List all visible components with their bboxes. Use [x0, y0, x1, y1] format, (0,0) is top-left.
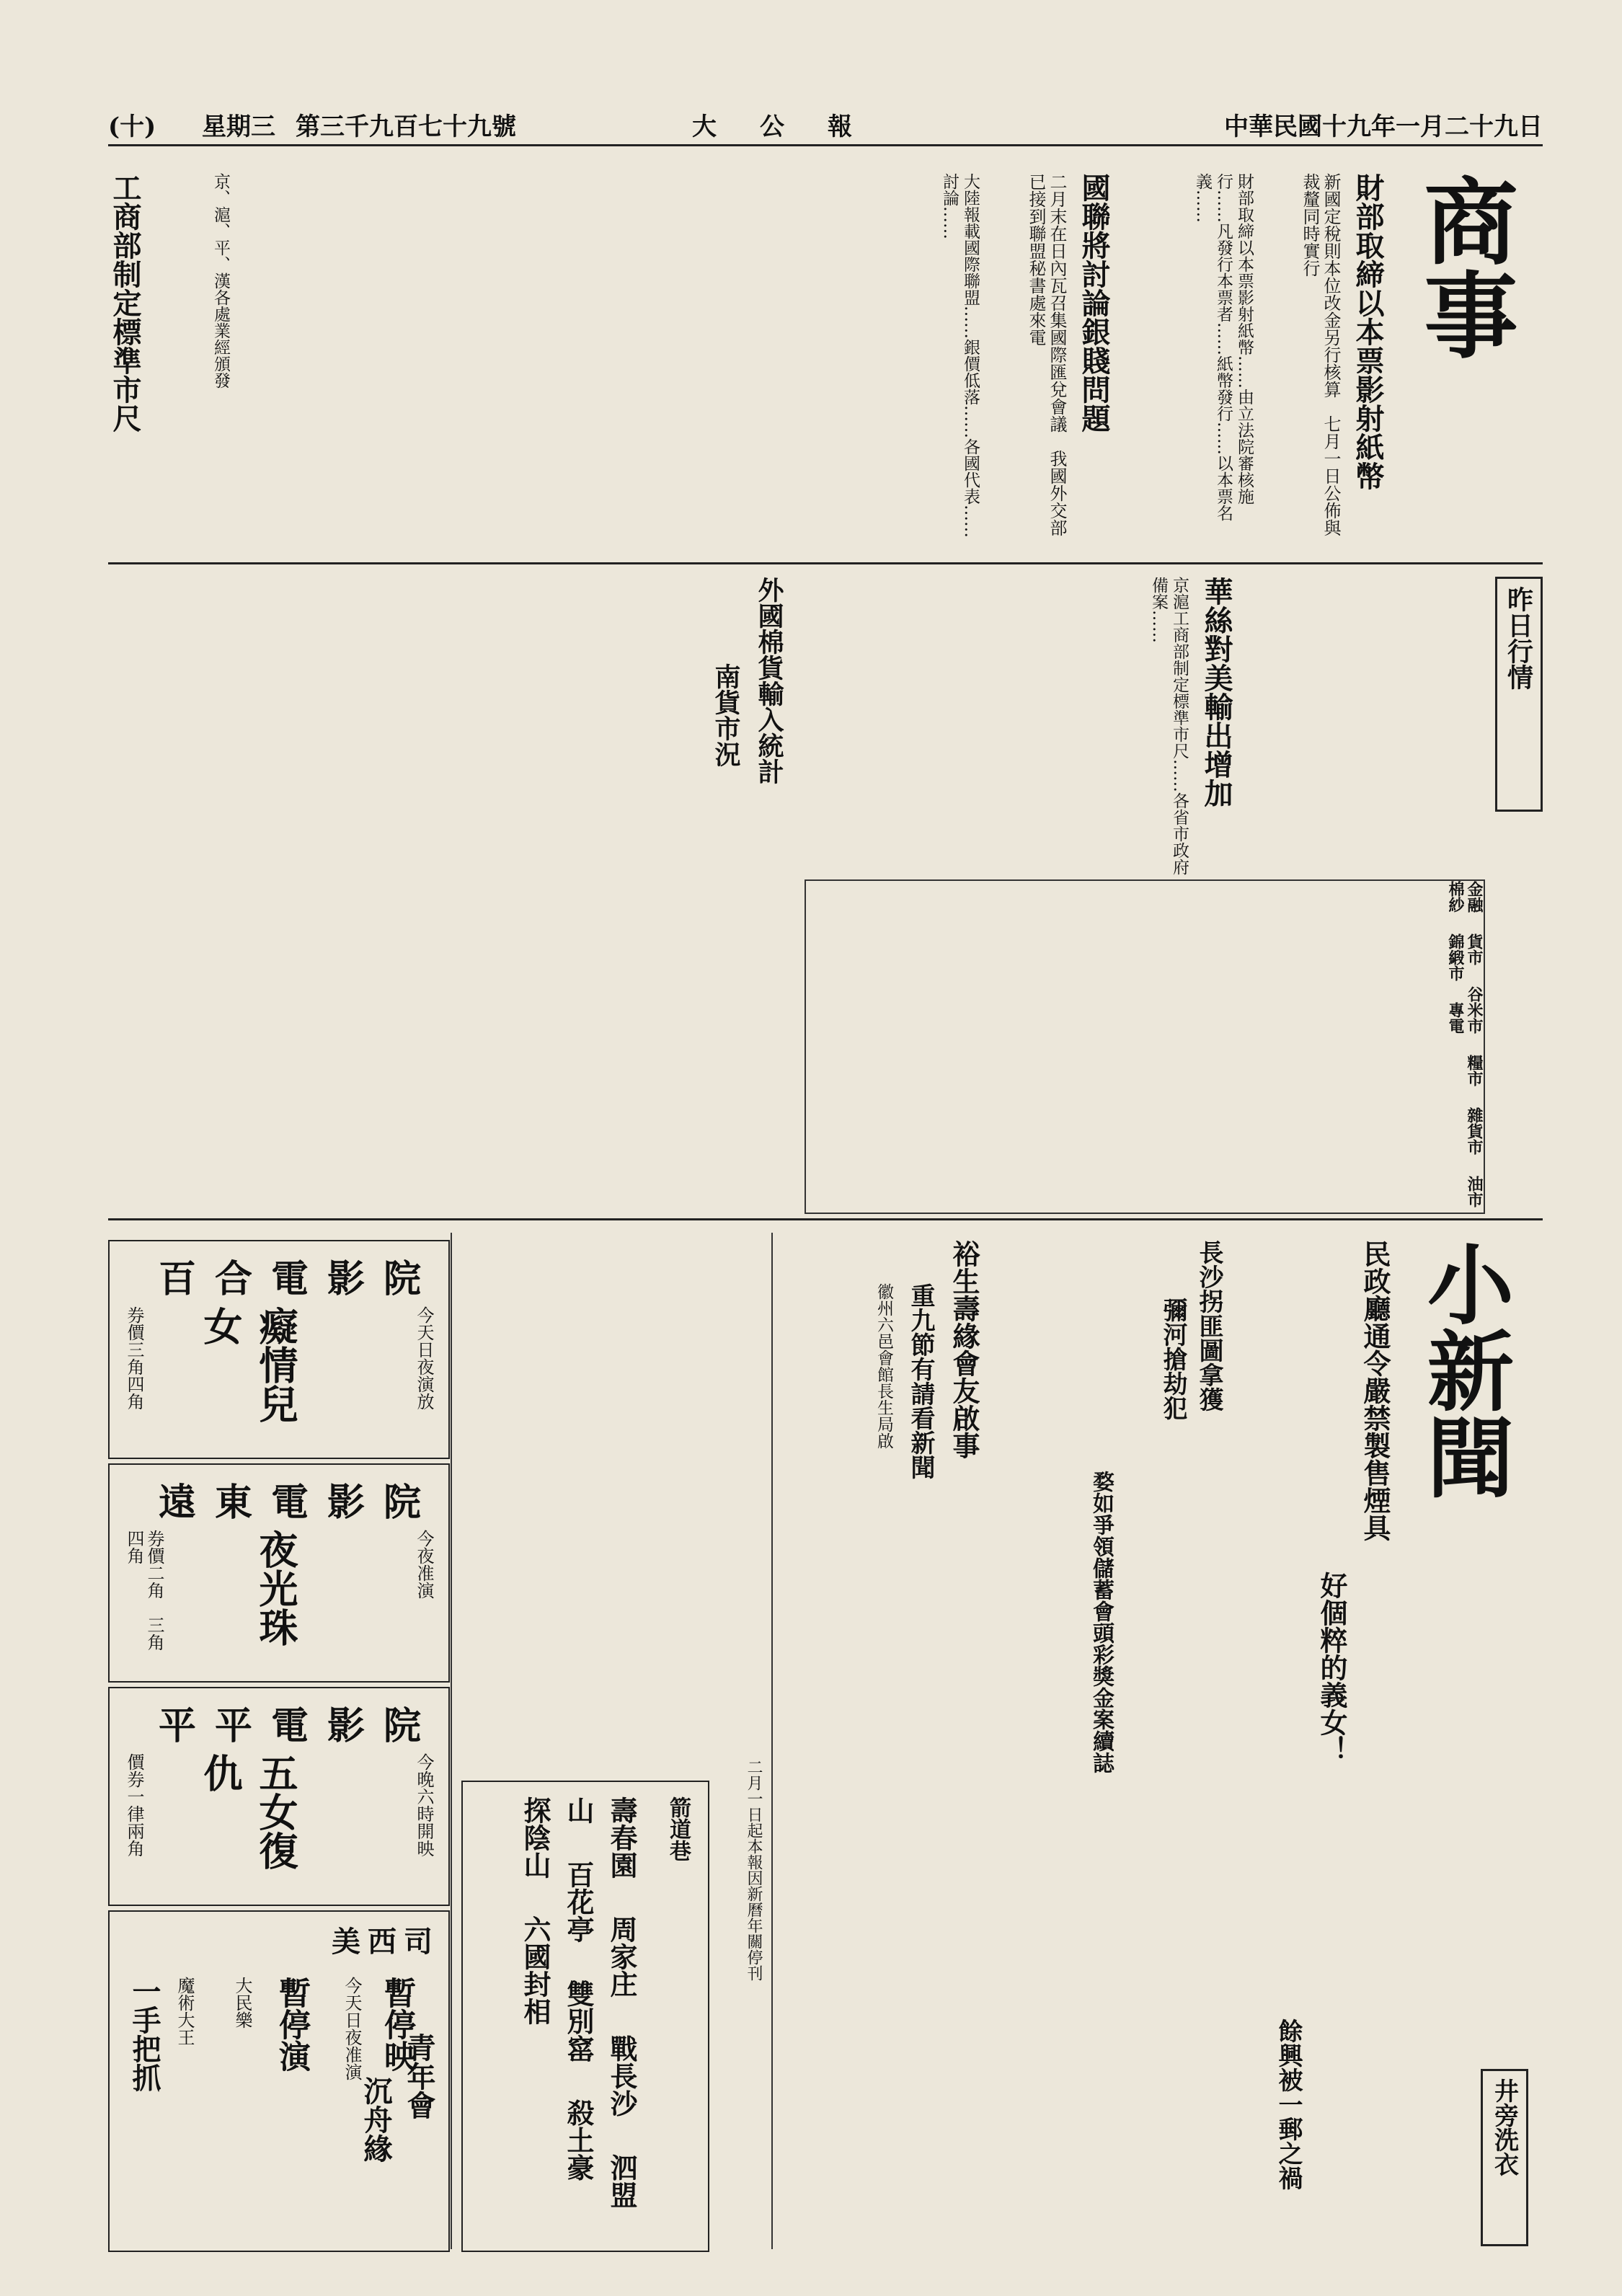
- xiaoxinwen-headline-1: 民政廳通令嚴禁製售煙具: [1359, 1240, 1391, 1541]
- rule-half: [108, 1218, 1543, 1220]
- market-item-1: 貨市: [1465, 934, 1484, 965]
- theater-0-feature: 癡情兒女: [198, 1306, 299, 1423]
- theater-0-name: 百合電影院: [158, 1257, 440, 1301]
- commerce-headline-3: 工商部制定標準市尺: [108, 173, 142, 433]
- theater-2: [108, 1687, 450, 1906]
- xiaoxinwen-headline-6: 婺如爭領儲蓄會頭彩獎金案續誌: [1089, 1471, 1114, 1773]
- commerce-headline-1: 財部取締以本票影射紙幣: [1351, 173, 1385, 490]
- rule-mid-bottom: [771, 1233, 773, 2249]
- commerce-headline-6: 南貨市況: [711, 663, 741, 767]
- commerce-headline-4: 華絲對美輸出增加: [1200, 577, 1233, 807]
- xiaoxinwen-headline-3: 長沙拐匪圖拿獲: [1195, 1240, 1223, 1411]
- theater-1-price: 券價二角 三角 四角: [124, 1530, 164, 1668]
- rule-left-bottom: [451, 1233, 452, 2249]
- xiaoxinwen-ad-notice: 徽州六邑會館長生局啟: [874, 1283, 893, 1449]
- xiaoxinwen-section-title: 小新聞: [1413, 1240, 1515, 1499]
- commerce-section-title: 商事: [1409, 173, 1519, 360]
- shengtang-ad: [461, 1781, 709, 2252]
- market-item-2: 谷米市: [1465, 986, 1484, 1034]
- theater-4-name: 大民樂: [232, 1977, 252, 2029]
- qingnian-title: 青年會: [402, 2033, 436, 2119]
- qingnian-feature: 沉舟緣: [359, 2076, 393, 2163]
- qingnian-ad: [324, 2033, 447, 2242]
- theater-2-price: 價券一律兩角: [124, 1753, 144, 1857]
- bottom-notice: 二月一日起本報因新曆年關停刊: [745, 1759, 763, 1981]
- xiaoxinwen-ad-title: 重九節有請看新聞: [906, 1283, 935, 1479]
- shengtang-item-3: 泗盟山: [562, 1796, 638, 2209]
- shengtang-item-4: 百花亭: [562, 1861, 595, 1943]
- commerce-article-1: 財部取締以本票影射紙幣……由立法院審核施行……凡發行本票者……紙幣發行……以本票名義……: [1193, 173, 1254, 521]
- masthead-paper-name: 大公報: [692, 112, 895, 141]
- theater-0: [108, 1240, 450, 1459]
- shengtang-title: 箭道巷: [665, 1796, 691, 1861]
- masthead-issue: 第三千九百七十九號: [296, 112, 516, 141]
- xiaoxinwen-headline-4: 彌河搶劫犯: [1158, 1298, 1187, 1420]
- commerce-headline-2: 國聯將討論銀賤問題: [1077, 173, 1111, 433]
- theater-3-name: 美西司: [332, 1925, 440, 1959]
- commerce-headline-2-sub: 二月末在日內瓦召集國際匯兌會議 我國外交部已接到聯盟秘書處來電: [1026, 173, 1067, 536]
- theater-5-feature: 一手把抓: [128, 1977, 161, 2092]
- masthead-date: 中華民國十九年一月二十九日: [1224, 112, 1543, 141]
- market-item-0: 金融: [1465, 881, 1484, 913]
- commerce-headline-1-sub: 新國定稅則本位改金另行核算 七月一日公佈與裁釐同時實行: [1300, 173, 1341, 536]
- xiaoxinwen-headline-2: 好個粹的義女！: [1316, 1572, 1348, 1763]
- market-item-7: 錦緞市: [1446, 934, 1465, 981]
- shengtang-item-5: 雙別窰: [562, 1980, 595, 2062]
- masthead-page-no: (十): [108, 112, 156, 141]
- market-headline: 昨日行情: [1503, 586, 1534, 690]
- xiaoxinwen-headline-7: 餘興被一郵之禍: [1274, 2018, 1303, 2190]
- theater-4-feature: 暫停演: [273, 1977, 310, 2072]
- market-box: [1495, 577, 1543, 812]
- theater-1-name: 遠東電影院: [158, 1481, 440, 1525]
- shengtang-item-6: 殺土豪: [562, 2098, 595, 2181]
- market-item-8: 專電: [1446, 1002, 1465, 1034]
- theater-0-price: 券價三角四角: [124, 1306, 144, 1410]
- shengtang-item-1: 周家庄: [606, 1915, 638, 1998]
- market-item-5: 油市: [1465, 1176, 1484, 1207]
- shengtang-item-8: 六國封相: [519, 1915, 551, 2026]
- masthead: [108, 101, 1543, 146]
- theater-1-feature: 夜光珠: [253, 1530, 299, 1646]
- market-table: [805, 879, 1485, 1214]
- commerce-article-2: 大陸報載國際聯盟……銀價低落……各國代表……討論……: [940, 173, 980, 538]
- rule-commerce-mid: [108, 562, 1543, 564]
- market-item-6: 棉紗: [1446, 881, 1465, 913]
- theater-0-tag: 今天日夜演放: [414, 1306, 434, 1410]
- xiaoxinwen-headline-8-box: [1481, 2069, 1528, 2246]
- shengtang-item-7: 探陰山: [519, 1796, 551, 1879]
- commerce-headline-3-sub: 京、滬、平、漢各處業經頒發: [211, 173, 230, 389]
- masthead-weekday: 星期三: [202, 112, 275, 141]
- theater-2-name: 平平電影院: [158, 1704, 440, 1748]
- theater-3-tag: 今天日夜准演: [342, 1977, 362, 2080]
- theater-2-feature: 五女復仇: [198, 1753, 299, 1870]
- theater-2-tag: 今晚六時開映: [414, 1753, 434, 1857]
- shengtang-item-0: 壽春園: [606, 1796, 638, 1879]
- xiaoxinwen-headline-8: 井旁洗衣: [1489, 2078, 1519, 2176]
- theater-1-tag: 今夜准演: [414, 1530, 434, 1599]
- commerce-headline-5: 外國棉貨輸入統計: [754, 577, 784, 784]
- shengtang-item-2: 戰長沙: [606, 2034, 638, 2117]
- newspaper-page: [108, 101, 1543, 2256]
- xiaoxinwen-headline-5: 裕生壽緣會友啟事: [948, 1240, 980, 1459]
- market-item-4: 雜貨市: [1465, 1107, 1484, 1155]
- theater-3-feature: 暫停映: [378, 1977, 415, 2072]
- theater-5-name: 魔術大王: [174, 1977, 195, 2046]
- shengtang-items: [484, 1796, 643, 2229]
- theater-1: [108, 1463, 450, 1683]
- market-item-3: 糧市: [1465, 1055, 1484, 1086]
- commerce-article-3: 京滬工商部制定標準市尺……各省市政府備案……: [1149, 577, 1189, 875]
